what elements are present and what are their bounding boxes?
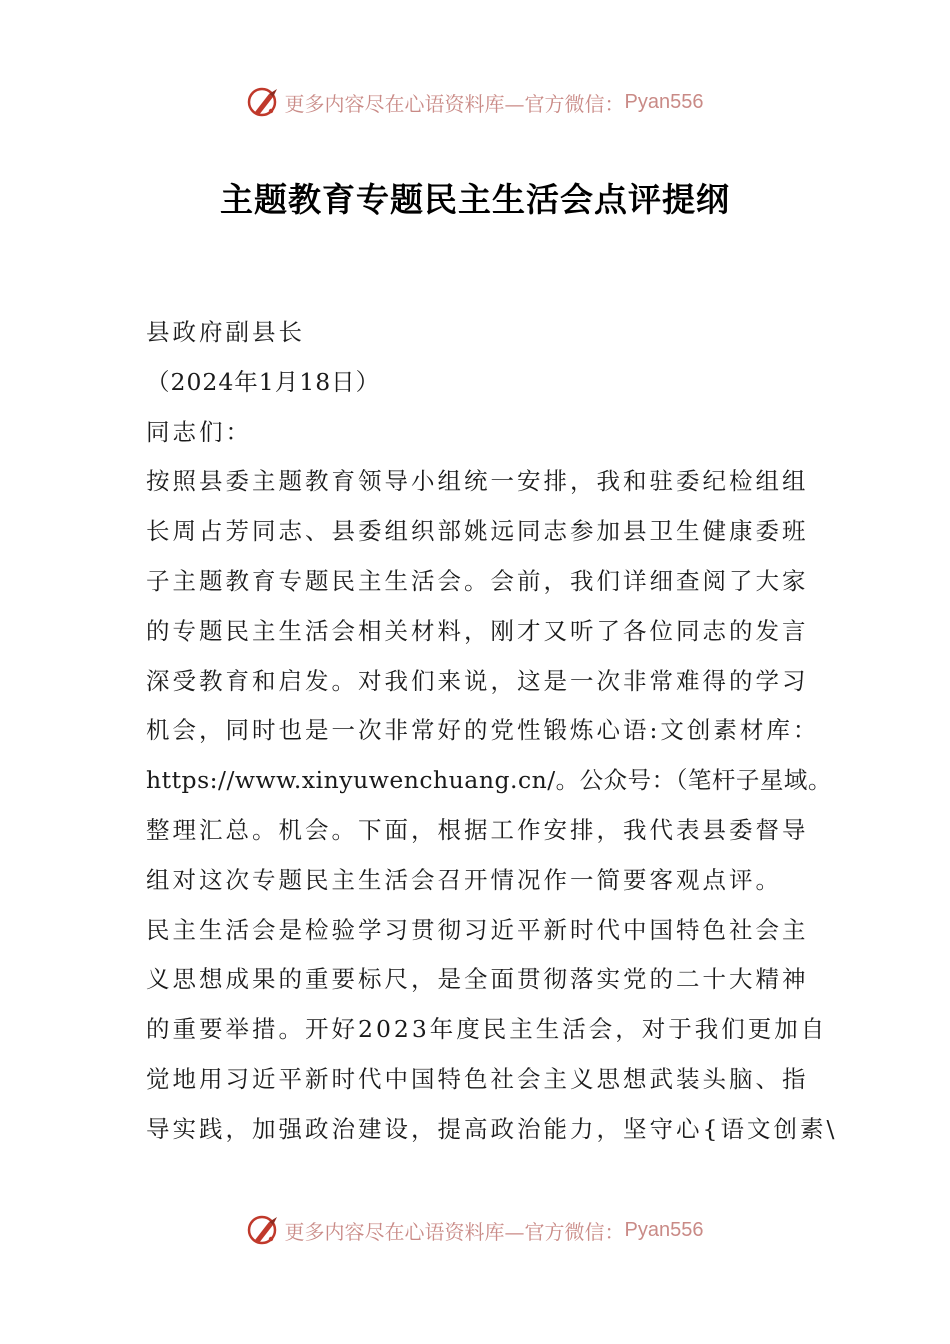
paragraph-line: 长周占芳同志、县委组织部姚远同志参加县卫生健康委班: [146, 517, 809, 546]
paragraph-1: [146, 457, 832, 905]
footer-banner: [0, 1210, 950, 1250]
salutation: 同志们：: [146, 417, 252, 446]
header-banner: [0, 82, 950, 122]
paragraph-line: 导实践，加强政治建设，提高政治能力，坚守心{语文创素\: [146, 1114, 838, 1143]
paragraph-line: 觉地用习近平新时代中国特色社会主义思想武装头脑、指: [146, 1064, 809, 1093]
paragraph-line: 的专题民主生活会相关材料，刚才又听了各位同志的发言: [146, 616, 809, 645]
wechat-id: Pyan556: [624, 90, 704, 113]
paragraph-line: 子主题教育专题民主生活会。会前，我们详细查阅了大家: [146, 566, 809, 595]
document-body: [146, 308, 838, 1155]
paragraph-line: 整理汇总。机会。下面，根据工作安排，我代表县委督导: [146, 815, 809, 844]
paragraph-line: 的重要举措。开好2023年度民主生活会，对于我们更加自: [146, 1015, 828, 1044]
banner-text: 更多内容尽在心语资料库—官方微信：: [284, 1219, 625, 1244]
pen-seal-logo-icon: [247, 85, 281, 119]
date-line: （2024年1月18日）: [146, 367, 381, 396]
paragraph-line: 按照县委主题教育领导小组统一安排，我和驻委纪检组组: [146, 467, 809, 496]
paragraph-line: 义思想成果的重要标尺，是全面贯彻落实党的二十大精神: [146, 965, 809, 994]
document-title: 主题教育专题民主生活会点评提纲: [220, 180, 730, 219]
paragraph-2: [146, 906, 838, 1155]
paragraph-line: 民主生活会是检验学习贯彻习近平新时代中国特色社会主: [146, 915, 809, 944]
wechat-id: Pyan556: [624, 1218, 704, 1241]
paragraph-line: 深受教育和启发。对我们来说，这是一次非常难得的学习: [146, 666, 809, 695]
paragraph-line: 机会，同时也是一次非常好的党性锻炼心语:文创素材库：: [146, 716, 820, 745]
paragraph-line-url: https://www.xinyuwenchuang.cn/。公众号：（笔杆子星域。: [146, 766, 832, 795]
author-line: 县政府副县长: [146, 318, 305, 346]
pen-seal-logo-icon: [247, 1213, 281, 1247]
paragraph-line: 组对这次专题民主生活会召开情况作一简要客观点评。: [146, 865, 782, 894]
banner-text: 更多内容尽在心语资料库—官方微信：: [284, 91, 625, 116]
